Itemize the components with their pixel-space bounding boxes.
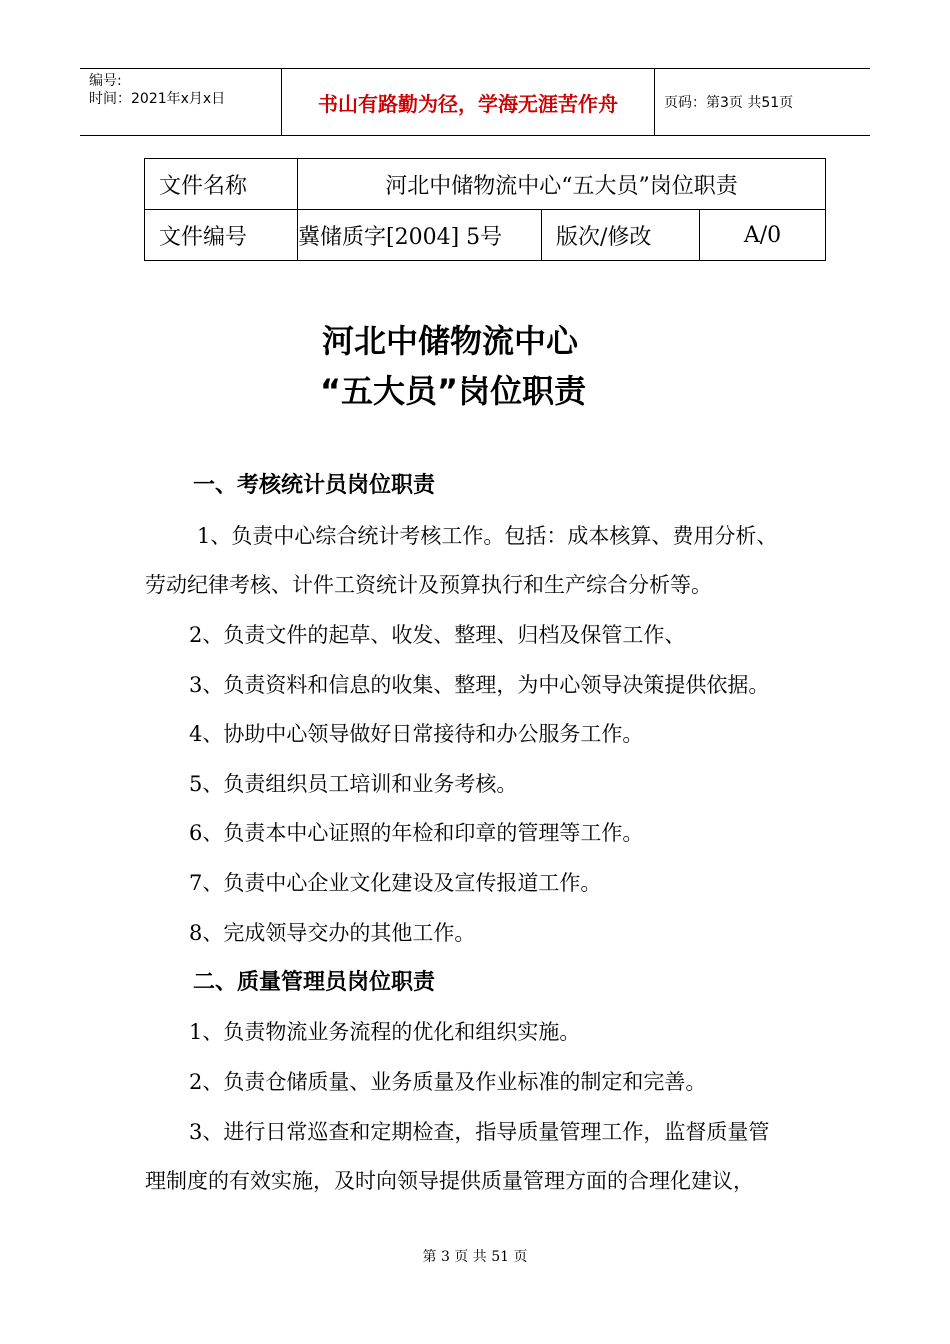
paragraph: 5、负责组织员工培训和业务考核。 <box>189 772 518 796</box>
paragraph: 1、负责物流业务流程的优化和组织实施。 <box>189 1020 581 1044</box>
paragraph: 8、完成领导交办的其他工作。 <box>189 921 476 945</box>
revision-label: 版次/修改 <box>542 210 700 261</box>
file-number-label: 文件编号 <box>145 210 298 261</box>
file-name-value: 河北中储物流中心“五大员”岗位职责 <box>298 159 826 210</box>
page-footer: 第 3 页 共 51 页 <box>422 1249 528 1265</box>
paragraph: 2、负责仓储质量、业务质量及作业标准的制定和完善。 <box>189 1070 707 1094</box>
table-row <box>145 159 826 210</box>
paragraph: 7、负责中心企业文化建设及宣传报道工作。 <box>189 871 602 895</box>
document-time-label: 时间：2021年x月x日 <box>89 91 226 107</box>
page-title-line2: “五大员”岗位职责 <box>320 372 587 410</box>
header-motto-cell <box>282 69 655 135</box>
document-info-table <box>144 158 826 261</box>
section-heading: 一、考核统计员岗位职责 <box>193 473 436 498</box>
header-page-info: 页码：第3页 共51页 <box>664 95 794 111</box>
header-page-cell <box>655 69 870 135</box>
paragraph: 6、负责本中心证照的年检和印章的管理等工作。 <box>189 821 644 845</box>
page-title-line1: 河北中储物流中心 <box>322 322 579 360</box>
header-motto: 书山有路勤为径，学海无涯苦作舟 <box>318 91 618 116</box>
paragraph: 3、负责资料和信息的收集、整理，为中心领导决策提供依据。 <box>189 673 770 697</box>
revision-value: A/0 <box>700 210 826 261</box>
paragraph: 理制度的有效实施，及时向领导提供质量管理方面的合理化建议， <box>145 1169 754 1193</box>
header-meta-cell <box>80 69 282 135</box>
paragraph: 1、负责中心综合统计考核工作。包括：成本核算、费用分析、 <box>197 524 778 548</box>
paragraph: 3、进行日常巡查和定期检查，指导质量管理工作，监督质量管 <box>189 1120 770 1144</box>
file-number-value: 冀储质字[2004] 5号 <box>298 210 542 261</box>
page-header <box>80 68 870 136</box>
document-number-label: 编号: <box>89 73 122 89</box>
file-name-label: 文件名称 <box>145 159 298 210</box>
paragraph: 4、协助中心领导做好日常接待和办公服务工作。 <box>189 722 644 746</box>
paragraph: 2、负责文件的起草、收发、整理、归档及保管工作、 <box>189 623 686 647</box>
paragraph: 劳动纪律考核、计件工资统计及预算执行和生产综合分析等。 <box>145 573 712 597</box>
section-heading: 二、质量管理员岗位职责 <box>193 970 436 995</box>
table-row <box>145 210 826 261</box>
